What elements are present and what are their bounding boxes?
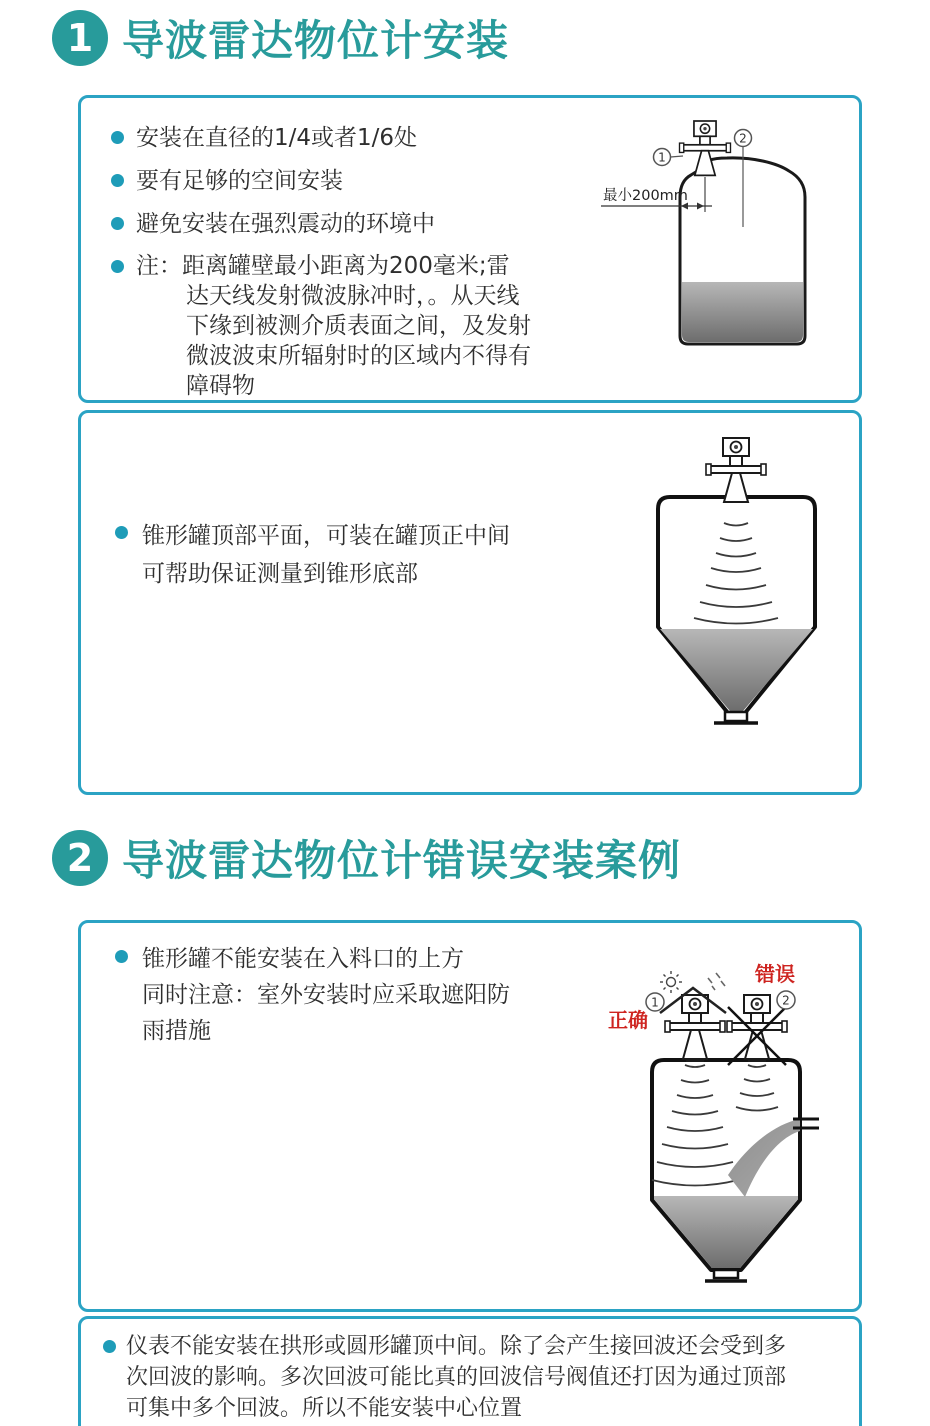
- list-item: [111, 208, 531, 240]
- note-prefix: 注：: [136, 253, 182, 279]
- material-fill: [654, 1196, 798, 1268]
- outlet-neck: [714, 1270, 738, 1278]
- note-line: 锥形罐顶部平面，可装在罐顶正中间: [142, 523, 510, 549]
- note-line: 锥形罐不能安装在入料口的上方: [142, 946, 464, 972]
- section2-header: [52, 828, 681, 888]
- radar-device-icon: [706, 438, 766, 502]
- bullet-dot-icon: [111, 260, 124, 273]
- note-lines: [142, 941, 510, 1049]
- rain-icon: [708, 973, 725, 990]
- wrong-installation-note: [115, 941, 510, 1049]
- installation-bullet-list: [111, 122, 531, 401]
- installation-notes-panel: [78, 95, 862, 403]
- svg-text:1: 1: [658, 150, 666, 165]
- min-distance-label: 最小200mm: [603, 188, 688, 204]
- bullet-dot-icon: [115, 950, 128, 963]
- section1-header: [52, 8, 509, 68]
- svg-text:2: 2: [782, 993, 790, 1008]
- bullet-text: 要有足够的空间安装: [136, 168, 343, 194]
- section1-title: 导波雷达物位计安装: [122, 16, 510, 65]
- note-line: 微波波束所辐射时的区域内不得有: [186, 343, 531, 369]
- note-line: 雨措施: [142, 1018, 211, 1044]
- dome-warning-panel: [78, 1316, 862, 1426]
- note-line: 下缘到被测介质表面之间，及发射: [186, 313, 531, 339]
- marker-1: [646, 993, 664, 1011]
- correct-wrong-diagram: [595, 955, 835, 1295]
- svg-text:2: 2: [739, 131, 747, 146]
- sun-icon: [660, 971, 682, 993]
- section2-title: 导波雷达物位计错误安装案例: [122, 836, 682, 885]
- bullet-dot-icon: [111, 217, 124, 230]
- list-item: [111, 165, 531, 197]
- note-line: 次回波的影响。多次回波可能比真的回波信号阀值还打因为通过顶部: [126, 1365, 787, 1390]
- note-line: 距离罐壁最小距离为200毫米;雷: [182, 253, 510, 279]
- svg-text:1: 1: [651, 995, 659, 1010]
- note-body: [136, 251, 531, 401]
- correct-label: 正确: [608, 1008, 648, 1032]
- cone-tank-panel: [78, 410, 862, 795]
- wrong-label: 错误: [755, 962, 795, 986]
- dome-warning-note: [103, 1331, 786, 1424]
- section1-number-badge: 1: [52, 10, 108, 66]
- note-line: 同时注意：室外安装时应采取遮阳防: [142, 982, 510, 1008]
- note-lines: [142, 517, 510, 593]
- material-fill: [660, 629, 813, 711]
- note-line: 仪表不能安装在拱形或圆形罐顶中间。除了会产生接回波还会受到多: [126, 1334, 787, 1359]
- bullet-text: 安装在直径的1/4或者1/6处: [136, 125, 418, 151]
- section2-number-badge: 2: [52, 830, 108, 886]
- bullet-dot-icon: [115, 526, 128, 539]
- note-line: 障碍物: [186, 373, 255, 399]
- bullet-dot-icon: [111, 174, 124, 187]
- bullet-dot-icon: [111, 131, 124, 144]
- bullet-text: 避免安装在强烈震动的环境中: [136, 211, 435, 237]
- bullet-dot-icon: [103, 1340, 116, 1353]
- note-item: [111, 251, 531, 401]
- wrong-installation-panel: [78, 920, 862, 1312]
- marker-1: [654, 149, 684, 166]
- cone-tank-diagram: [640, 435, 850, 745]
- dome-tank-diagram: [595, 115, 830, 360]
- marker-2: [777, 991, 795, 1009]
- cone-tank-note: [115, 517, 510, 593]
- list-item: [111, 122, 531, 154]
- note-line: 可集中多个回波。所以不能安装中心位置: [126, 1396, 523, 1421]
- note-line: 可帮助保证测量到锥形底部: [142, 561, 418, 587]
- note-lines: [126, 1331, 786, 1424]
- outlet-neck: [725, 712, 747, 721]
- note-line: 达天线发射微波脉冲时，。从天线: [186, 283, 520, 309]
- material-fill: [682, 282, 803, 342]
